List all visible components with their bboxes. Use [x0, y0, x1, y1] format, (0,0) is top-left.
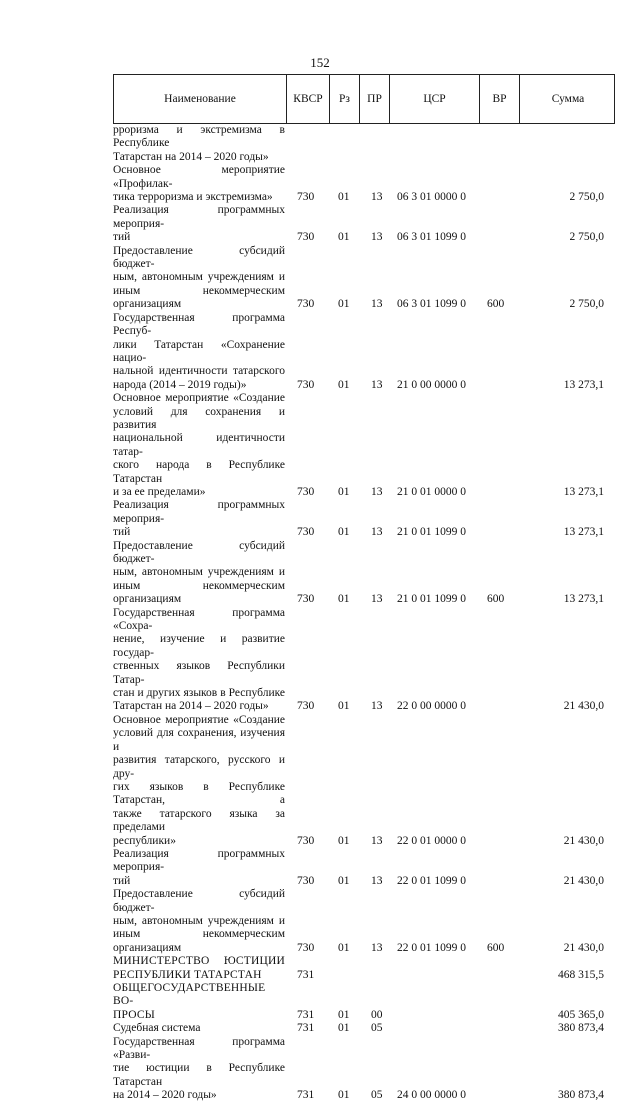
row-name [113, 204, 285, 244]
row-name-line: Предоставление субсидий бюджет- [113, 539, 285, 565]
cell-pr: 13 [371, 874, 383, 887]
row-name-line: нальной идентичности татарского [113, 365, 285, 378]
cell-rz: 01 [338, 526, 350, 539]
cell-pr: 13 [371, 526, 383, 539]
row-name-line: национальной идентичности татар- [113, 432, 285, 458]
row-name-line: иным некоммерческим организациям [113, 284, 285, 311]
row-name-line: Государственная программа «Разви- [113, 1035, 285, 1062]
cell-rz: 01 [338, 1008, 350, 1021]
row-name-line: тий [113, 231, 131, 244]
row-name [113, 245, 285, 312]
cell-kvsr: 730 [297, 941, 315, 954]
cell-csr: 06 3 01 1099 0 [397, 231, 466, 244]
cell-csr: 22 0 01 1099 0 [397, 941, 466, 954]
table-row [113, 1036, 615, 1103]
table-row [113, 312, 615, 392]
cell-rz: 01 [338, 941, 350, 954]
cell-sum: 405 365,0 [558, 1008, 604, 1021]
row-name-line: ского народа в Республике Татарстан [113, 459, 285, 485]
row-name-line: тие юстиции в Республике Татарстан [113, 1062, 285, 1088]
row-name-line: иным некоммерческим организациям [113, 579, 285, 606]
row-name [113, 848, 285, 888]
cell-rz: 01 [338, 700, 350, 713]
cell-sum: 13 273,1 [563, 593, 604, 606]
cell-pr: 13 [371, 191, 383, 204]
cell-csr: 24 0 00 0000 0 [397, 1089, 466, 1102]
column-header-csr: ЦСР [390, 75, 480, 123]
row-name-line: ПРОСЫ [113, 1008, 155, 1021]
table-row [113, 714, 615, 848]
cell-vr: 600 [487, 298, 505, 311]
row-name-line: условий для сохранения, изучения и [113, 727, 285, 753]
cell-vr: 600 [487, 593, 505, 606]
row-name-line: Основное мероприятие «Профилак- [113, 164, 285, 190]
cell-csr: 21 0 00 0000 0 [397, 378, 466, 391]
cell-kvsr: 730 [297, 191, 315, 204]
cell-sum: 21 430,0 [563, 941, 604, 954]
row-name [113, 1036, 285, 1103]
row-name-line: Предоставление субсидий бюджет- [113, 888, 285, 914]
cell-rz: 01 [338, 231, 350, 244]
table-body [113, 124, 615, 1103]
row-name [113, 164, 285, 204]
row-name [113, 312, 285, 392]
cell-sum: 13 273,1 [563, 485, 604, 498]
cell-pr: 13 [371, 378, 383, 391]
cell-sum: 468 315,5 [558, 968, 604, 981]
row-name-line: ным, автономным учреждениям и [113, 914, 285, 927]
table-row [113, 1022, 615, 1035]
table-row [113, 204, 615, 244]
row-name [113, 982, 285, 1022]
row-name-line: развития татарского, русского и дру- [113, 754, 285, 780]
row-name-line: Государственная программа «Сохра- [113, 606, 285, 633]
row-name-line: республики» [113, 834, 176, 847]
row-name-line: ным, автономным учреждениям и [113, 566, 285, 579]
cell-kvsr: 731 [297, 968, 315, 981]
row-name-line: ственных языков Республики Татар- [113, 660, 285, 686]
cell-pr: 13 [371, 834, 383, 847]
row-name-line: Реализация программных мероприя- [113, 499, 285, 525]
cell-csr: 21 0 01 1099 0 [397, 526, 466, 539]
cell-rz: 01 [338, 874, 350, 887]
row-name-line: рроризма и экстремизма в Республике [113, 124, 285, 150]
cell-vr: 600 [487, 941, 505, 954]
table-header [113, 74, 615, 124]
row-name [113, 714, 285, 848]
row-name-line: также татарского языка за пределами [113, 807, 285, 834]
column-header-vr: ВР [480, 75, 520, 123]
column-header-pr: ПР [360, 75, 390, 123]
table-row [113, 124, 615, 164]
cell-csr: 21 0 01 1099 0 [397, 593, 466, 606]
cell-sum: 2 750,0 [569, 231, 604, 244]
row-name-line: ным, автономным учреждениям и [113, 271, 285, 284]
cell-rz: 01 [338, 1089, 350, 1102]
cell-kvsr: 730 [297, 834, 315, 847]
cell-kvsr: 730 [297, 231, 315, 244]
table-row [113, 955, 615, 982]
row-name-line: Татарстан на 2014 – 2020 годы» [113, 700, 269, 713]
cell-pr: 05 [371, 1089, 383, 1102]
cell-sum: 2 750,0 [569, 298, 604, 311]
table-row [113, 607, 615, 714]
row-name-line: условий для сохранения и развития [113, 405, 285, 431]
row-name-line: лики Татарстан «Сохранение нацио- [113, 338, 285, 364]
table-row [113, 164, 615, 204]
cell-pr: 00 [371, 1008, 383, 1021]
cell-kvsr: 731 [297, 1089, 315, 1102]
cell-rz: 01 [338, 378, 350, 391]
row-name-line: Предоставление субсидий бюджет- [113, 244, 285, 271]
cell-pr: 05 [371, 1022, 383, 1035]
row-name-line: РЕСПУБЛИКИ ТАТАРСТАН [113, 968, 262, 981]
column-header-sum: Сумма [551, 93, 585, 105]
cell-kvsr: 730 [297, 378, 315, 391]
row-name-line: ОБЩЕГОСУДАРСТВЕННЫЕ ВО- [113, 982, 266, 1008]
table-row [113, 392, 615, 499]
row-name-line: нение, изучение и развитие государ- [113, 633, 285, 659]
row-name-line: Реализация программных мероприя- [113, 847, 285, 874]
row-name-line: Татарстан на 2014 – 2020 годы» [113, 150, 269, 163]
row-name [113, 607, 285, 714]
row-name [113, 1022, 285, 1035]
cell-kvsr: 730 [297, 526, 315, 539]
cell-rz: 01 [338, 593, 350, 606]
cell-kvsr: 730 [297, 485, 315, 498]
cell-kvsr: 730 [297, 593, 315, 606]
page-number: 152 [310, 55, 330, 70]
row-name-line: Судебная система [113, 1022, 201, 1035]
row-name-line: тика терроризма и экстремизма» [113, 191, 273, 204]
row-name-line: и за ее пределами» [113, 485, 206, 498]
cell-csr: 06 3 01 1099 0 [397, 298, 466, 311]
cell-kvsr: 731 [297, 1022, 315, 1035]
table-row [113, 848, 615, 888]
row-name-line: Основное мероприятие «Создание [113, 392, 285, 405]
row-name [113, 499, 285, 539]
cell-sum: 13 273,1 [563, 378, 604, 391]
cell-kvsr: 730 [297, 874, 315, 887]
cell-kvsr: 730 [297, 298, 315, 311]
row-name-line: на 2014 – 2020 годы» [113, 1089, 217, 1102]
cell-pr: 13 [371, 485, 383, 498]
table-row [113, 888, 615, 955]
cell-csr: 22 0 00 0000 0 [397, 700, 466, 713]
column-header-name: Наименование [114, 75, 287, 123]
cell-rz: 01 [338, 834, 350, 847]
row-name [113, 124, 285, 164]
row-name [113, 888, 285, 955]
row-name-line: тий [113, 874, 131, 887]
cell-kvsr: 731 [297, 1008, 315, 1021]
cell-sum: 2 750,0 [569, 191, 604, 204]
row-name-line: Основное мероприятие «Создание [113, 713, 285, 726]
row-name [113, 392, 285, 499]
row-name [113, 955, 285, 982]
cell-sum: 380 873,4 [558, 1022, 604, 1035]
row-name [113, 540, 285, 607]
row-name-line: Государственная программа Респуб- [113, 311, 285, 338]
cell-sum: 21 430,0 [563, 834, 604, 847]
cell-rz: 01 [338, 485, 350, 498]
table-row [113, 499, 615, 539]
cell-pr: 13 [371, 941, 383, 954]
table-row [113, 540, 615, 607]
cell-pr: 13 [371, 298, 383, 311]
cell-pr: 13 [371, 593, 383, 606]
row-name-line: тий [113, 526, 131, 539]
row-name-line: гих языков в Республике Татарстан, а [113, 780, 285, 807]
cell-pr: 13 [371, 231, 383, 244]
row-name-line: иным некоммерческим организациям [113, 928, 285, 954]
table-row [113, 982, 615, 1022]
cell-sum: 21 430,0 [563, 874, 604, 887]
column-header-rz: Рз [330, 75, 360, 123]
cell-sum: 21 430,0 [563, 700, 604, 713]
cell-csr: 21 0 01 0000 0 [397, 485, 466, 498]
table-row [113, 245, 615, 312]
cell-sum: 380 873,4 [558, 1089, 604, 1102]
cell-rz: 01 [338, 1022, 350, 1035]
cell-csr: 22 0 01 1099 0 [397, 874, 466, 887]
cell-csr: 22 0 01 0000 0 [397, 834, 466, 847]
row-name-line: народа (2014 – 2019 годы)» [113, 378, 247, 391]
cell-kvsr: 730 [297, 700, 315, 713]
cell-csr: 06 3 01 0000 0 [397, 191, 466, 204]
row-name-line: Реализация программных мероприя- [113, 204, 285, 230]
cell-rz: 01 [338, 191, 350, 204]
row-name-line: стан и других языков в Республике [113, 687, 285, 700]
cell-sum: 13 273,1 [563, 526, 604, 539]
cell-rz: 01 [338, 298, 350, 311]
column-header-kvsr: КВСР [287, 75, 330, 123]
row-name-line: МИНИСТЕРСТВО ЮСТИЦИИ [113, 955, 285, 968]
cell-pr: 13 [371, 700, 383, 713]
